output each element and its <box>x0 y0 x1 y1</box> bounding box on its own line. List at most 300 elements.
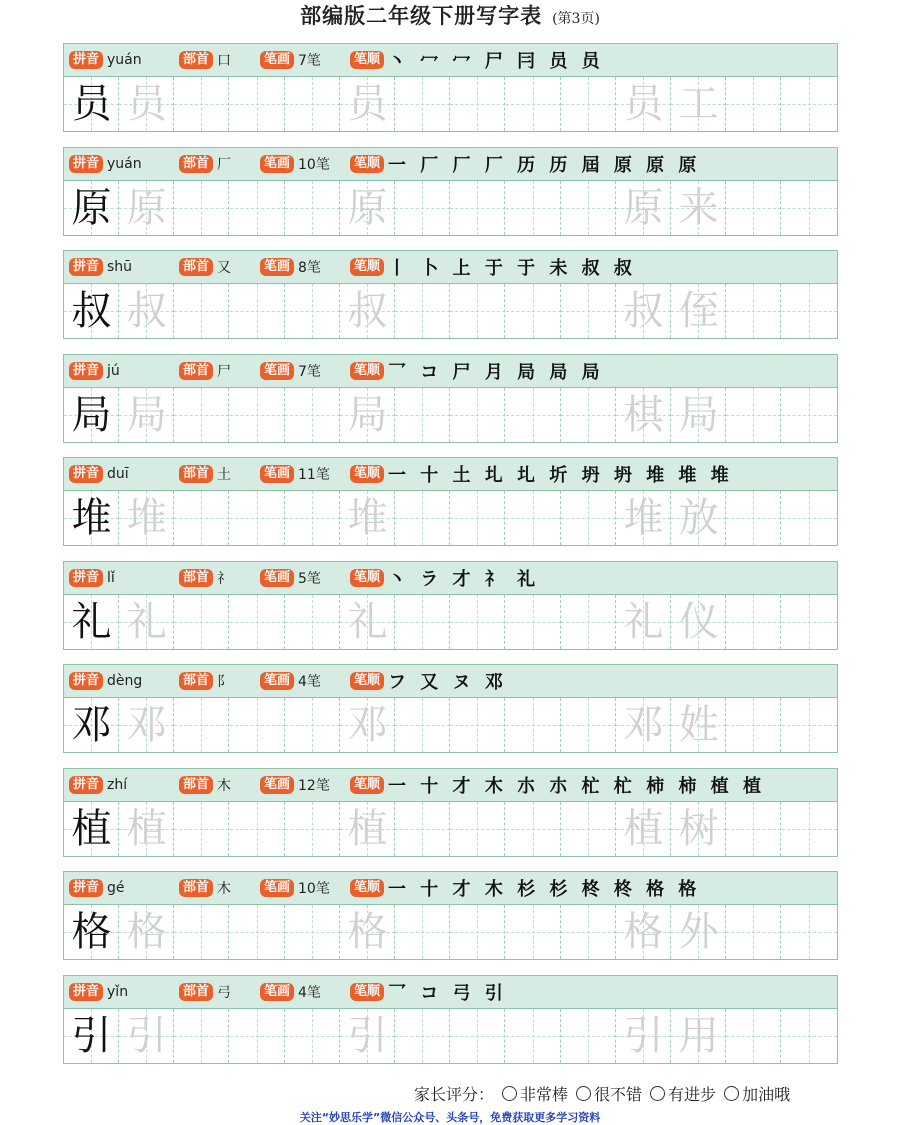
writing-cell[interactable] <box>119 77 174 131</box>
radical-badge: 部首 <box>179 465 213 483</box>
rating-option-4[interactable]: 加油哦 <box>724 1082 790 1105</box>
model-character: 叔 <box>71 288 112 334</box>
writing-cell[interactable] <box>782 905 837 959</box>
radical-field <box>179 251 231 283</box>
stroke-order-field <box>350 665 507 697</box>
writing-cell[interactable] <box>285 77 340 131</box>
radical-field <box>179 976 231 1008</box>
cell-guide-line <box>450 829 505 830</box>
writing-cell[interactable] <box>230 181 285 235</box>
trace-word-character: 树 <box>678 806 719 852</box>
radical-field <box>179 665 231 697</box>
writing-cell[interactable] <box>285 284 340 338</box>
writing-cell[interactable] <box>64 77 119 131</box>
writing-cell[interactable] <box>726 181 781 235</box>
writing-cell[interactable] <box>119 698 174 752</box>
writing-cell[interactable] <box>395 491 450 545</box>
stroke-count-field <box>260 251 321 283</box>
writing-cell[interactable] <box>506 181 561 235</box>
stroke-count-field <box>260 872 330 904</box>
cell-guide-line <box>285 932 340 933</box>
writing-cell[interactable] <box>64 905 119 959</box>
writing-cell[interactable] <box>395 802 450 856</box>
writing-cell[interactable] <box>506 802 561 856</box>
writing-cell[interactable] <box>782 1009 837 1063</box>
trace-word-character: 仪 <box>678 599 719 645</box>
writing-cell[interactable] <box>506 595 561 649</box>
cell-guide-line <box>395 1036 450 1037</box>
writing-cell[interactable] <box>506 698 561 752</box>
writing-grid <box>63 284 838 339</box>
writing-cell[interactable] <box>726 284 781 338</box>
writing-cell[interactable] <box>285 905 340 959</box>
character-block <box>63 43 838 133</box>
character-block <box>63 147 838 237</box>
stroke-order-field <box>350 562 539 594</box>
pinyin-value: shū <box>107 259 133 275</box>
pinyin-field <box>69 769 127 801</box>
writing-cell[interactable] <box>506 77 561 131</box>
writing-cell[interactable] <box>64 595 119 649</box>
writing-cell[interactable] <box>726 698 781 752</box>
writing-cell[interactable] <box>561 491 616 545</box>
pinyin-badge: 拼音 <box>69 465 103 483</box>
writing-cell[interactable] <box>340 181 395 235</box>
writing-cell[interactable] <box>782 388 837 442</box>
writing-cell[interactable] <box>450 905 505 959</box>
writing-cell[interactable] <box>285 698 340 752</box>
trace-word-character: 堆 <box>623 495 664 541</box>
character-block <box>63 871 838 961</box>
stroke-count-badge: 笔画 <box>260 155 294 173</box>
writing-cell[interactable] <box>561 77 616 131</box>
writing-cell[interactable] <box>561 905 616 959</box>
cell-guide-line <box>395 311 450 312</box>
writing-cell[interactable] <box>616 905 671 959</box>
writing-cell[interactable] <box>671 181 726 235</box>
writing-cell[interactable] <box>174 595 229 649</box>
cell-guide-line <box>450 104 505 105</box>
cell-guide-line <box>726 829 781 830</box>
trace-character: 邓 <box>347 702 388 748</box>
writing-cell[interactable] <box>726 802 781 856</box>
trace-character: 格 <box>126 909 167 955</box>
writing-cell[interactable] <box>726 905 781 959</box>
cell-guide-line <box>395 829 450 830</box>
radical-field <box>179 44 231 76</box>
stroke-count-value: 8笔 <box>298 260 321 276</box>
writing-cell[interactable] <box>616 491 671 545</box>
page-title-bar <box>0 0 900 28</box>
writing-cell[interactable] <box>782 595 837 649</box>
writing-cell[interactable] <box>230 698 285 752</box>
writing-cell[interactable] <box>671 595 726 649</box>
pinyin-value: jú <box>107 363 120 379</box>
trace-word-character: 引 <box>623 1013 664 1059</box>
trace-word-character: 格 <box>623 909 664 955</box>
radical-field <box>179 458 231 490</box>
cell-guide-line <box>395 622 450 623</box>
pinyin-field <box>69 562 115 594</box>
writing-cell[interactable] <box>174 905 229 959</box>
trace-word-character: 放 <box>678 495 719 541</box>
writing-cell[interactable] <box>340 77 395 131</box>
writing-cell[interactable] <box>230 491 285 545</box>
writing-cell[interactable] <box>340 284 395 338</box>
writing-cell[interactable] <box>340 491 395 545</box>
cell-guide-line <box>506 518 561 519</box>
writing-cell[interactable] <box>230 905 285 959</box>
cell-guide-line <box>450 208 505 209</box>
cell-guide-line <box>395 415 450 416</box>
radical-value: 口 <box>217 53 232 69</box>
cell-guide-line <box>561 622 616 623</box>
writing-cell[interactable] <box>64 1009 119 1063</box>
writing-cell[interactable] <box>174 1009 229 1063</box>
writing-cell[interactable] <box>174 698 229 752</box>
stroke-order-badge: 笔顺 <box>350 672 384 690</box>
stroke-order-value: 乛 コ 尸 月 局 局 局 <box>388 362 604 383</box>
writing-cell[interactable] <box>230 388 285 442</box>
trace-character: 员 <box>347 81 388 127</box>
writing-cell[interactable] <box>285 491 340 545</box>
cell-guide-line <box>561 415 616 416</box>
stroke-order-field <box>350 148 700 180</box>
cell-guide-line <box>782 415 837 416</box>
radical-badge: 部首 <box>179 155 213 173</box>
stroke-count-value: 5笔 <box>298 571 321 587</box>
writing-cell[interactable] <box>119 491 174 545</box>
writing-cell[interactable] <box>782 77 837 131</box>
writing-cell[interactable] <box>395 284 450 338</box>
trace-character: 叔 <box>347 288 388 334</box>
cell-guide-line <box>174 415 229 416</box>
stroke-count-badge: 笔画 <box>260 465 294 483</box>
writing-cell[interactable] <box>450 491 505 545</box>
cell-guide-line <box>506 932 561 933</box>
writing-cell[interactable] <box>450 595 505 649</box>
writing-cell[interactable] <box>174 284 229 338</box>
writing-cell[interactable] <box>395 595 450 649</box>
stroke-count-field <box>260 976 321 1008</box>
writing-cell[interactable] <box>395 698 450 752</box>
writing-cell[interactable] <box>395 388 450 442</box>
parent-rating <box>414 1078 790 1108</box>
writing-cell[interactable] <box>340 595 395 649</box>
writing-cell[interactable] <box>340 1009 395 1063</box>
cell-guide-line <box>561 725 616 726</box>
writing-grid <box>63 77 838 132</box>
stroke-order-field <box>350 355 604 387</box>
writing-cell[interactable] <box>506 905 561 959</box>
writing-cell[interactable] <box>561 802 616 856</box>
cell-guide-line <box>230 415 285 416</box>
cell-guide-line <box>782 829 837 830</box>
cell-guide-line <box>230 622 285 623</box>
writing-cell[interactable] <box>450 284 505 338</box>
writing-cell[interactable] <box>174 77 229 131</box>
writing-grid <box>63 181 838 236</box>
writing-cell[interactable] <box>230 595 285 649</box>
writing-cell[interactable] <box>726 77 781 131</box>
cell-guide-line <box>782 622 837 623</box>
stroke-order-field <box>350 44 604 76</box>
writing-cell[interactable] <box>64 284 119 338</box>
writing-cell[interactable] <box>561 698 616 752</box>
writing-cell[interactable] <box>506 491 561 545</box>
character-info-bar <box>63 664 838 698</box>
trace-character: 礼 <box>347 599 388 645</box>
trace-character: 植 <box>347 806 388 852</box>
cell-guide-line <box>395 518 450 519</box>
writing-cell[interactable] <box>671 284 726 338</box>
writing-cell[interactable] <box>174 491 229 545</box>
cell-guide-line <box>450 622 505 623</box>
writing-cell[interactable] <box>561 284 616 338</box>
stroke-count-field <box>260 44 321 76</box>
writing-cell[interactable] <box>230 77 285 131</box>
cell-guide-line <box>561 932 616 933</box>
writing-cell[interactable] <box>561 595 616 649</box>
radical-badge: 部首 <box>179 879 213 897</box>
writing-cell[interactable] <box>561 388 616 442</box>
cell-guide-line <box>726 622 781 623</box>
character-info-bar <box>63 871 838 905</box>
writing-cell[interactable] <box>64 388 119 442</box>
cell-guide-line <box>285 104 340 105</box>
cell-guide-line <box>782 1036 837 1037</box>
stroke-order-badge: 笔顺 <box>350 983 384 1001</box>
writing-cell[interactable] <box>616 181 671 235</box>
pinyin-field <box>69 976 128 1008</box>
radical-badge: 部首 <box>179 672 213 690</box>
writing-cell[interactable] <box>450 698 505 752</box>
writing-cell[interactable] <box>395 77 450 131</box>
writing-cell[interactable] <box>616 388 671 442</box>
rating-option-3[interactable]: 有进步 <box>650 1082 716 1105</box>
pinyin-value: yuán <box>107 52 142 68</box>
writing-grid <box>63 388 838 443</box>
writing-cell[interactable] <box>450 181 505 235</box>
radio-circle-icon[interactable] <box>502 1086 517 1101</box>
writing-cell[interactable] <box>119 181 174 235</box>
pinyin-badge: 拼音 <box>69 672 103 690</box>
writing-cell[interactable] <box>506 388 561 442</box>
writing-cell[interactable] <box>616 77 671 131</box>
rating-option-2[interactable]: 很不错 <box>576 1082 642 1105</box>
writing-cell[interactable] <box>340 802 395 856</box>
writing-cell[interactable] <box>561 1009 616 1063</box>
trace-word-character: 外 <box>678 909 719 955</box>
stroke-count-badge: 笔画 <box>260 776 294 794</box>
cell-guide-line <box>174 311 229 312</box>
writing-cell[interactable] <box>395 1009 450 1063</box>
rating-option-1[interactable]: 非常棒 <box>502 1082 568 1105</box>
cell-guide-line <box>285 829 340 830</box>
writing-cell[interactable] <box>671 77 726 131</box>
trace-word-character: 工 <box>678 81 719 127</box>
writing-cell[interactable] <box>671 491 726 545</box>
writing-cell[interactable] <box>285 181 340 235</box>
writing-cell[interactable] <box>119 1009 174 1063</box>
cell-guide-line <box>230 311 285 312</box>
trace-word-character: 局 <box>678 392 719 438</box>
writing-cell[interactable] <box>230 1009 285 1063</box>
stroke-order-value: 丨 卜 上 于 于 未 叔 叔 <box>388 258 636 279</box>
cell-guide-line <box>174 622 229 623</box>
writing-cell[interactable] <box>782 181 837 235</box>
writing-cell[interactable] <box>174 388 229 442</box>
writing-cell[interactable] <box>119 905 174 959</box>
rating-label: 家长评分： <box>414 1084 495 1104</box>
stroke-order-badge: 笔顺 <box>350 258 384 276</box>
writing-cell[interactable] <box>616 284 671 338</box>
writing-cell[interactable] <box>119 284 174 338</box>
trace-word-character: 原 <box>623 185 664 231</box>
trace-character: 邓 <box>126 702 167 748</box>
model-character: 原 <box>71 185 112 231</box>
stroke-order-badge: 笔顺 <box>350 51 384 69</box>
writing-cell[interactable] <box>782 284 837 338</box>
writing-cell[interactable] <box>726 595 781 649</box>
stroke-count-value: 12笔 <box>298 778 330 794</box>
cell-guide-line <box>782 518 837 519</box>
pinyin-value: gé <box>107 880 125 896</box>
writing-cell[interactable] <box>340 698 395 752</box>
cell-guide-line <box>782 311 837 312</box>
stroke-count-value: 7笔 <box>298 53 321 69</box>
model-character: 引 <box>71 1013 112 1059</box>
character-block <box>63 768 838 858</box>
writing-cell[interactable] <box>616 802 671 856</box>
trace-character: 局 <box>126 392 167 438</box>
cell-guide-line <box>506 415 561 416</box>
writing-cell[interactable] <box>119 802 174 856</box>
writing-cell[interactable] <box>782 802 837 856</box>
stroke-order-value: 一 十 土 圠 圠 圻 坍 坍 堆 堆 堆 <box>388 465 733 486</box>
cell-guide-line <box>230 208 285 209</box>
writing-cell[interactable] <box>64 181 119 235</box>
writing-cell[interactable] <box>174 181 229 235</box>
writing-cell[interactable] <box>64 491 119 545</box>
writing-cell[interactable] <box>230 802 285 856</box>
footer-note: 关注“妙思乐学”微信公众号、头条号，免费获取更多学习资料 <box>299 1111 601 1124</box>
writing-cell[interactable] <box>671 1009 726 1063</box>
writing-cell[interactable] <box>671 698 726 752</box>
trace-character: 植 <box>126 806 167 852</box>
writing-cell[interactable] <box>726 388 781 442</box>
writing-cell[interactable] <box>671 388 726 442</box>
cell-guide-line <box>230 104 285 105</box>
stroke-count-field <box>260 769 330 801</box>
writing-cell[interactable] <box>671 802 726 856</box>
character-info-bar <box>63 250 838 284</box>
writing-cell[interactable] <box>671 905 726 959</box>
pinyin-badge: 拼音 <box>69 983 103 1001</box>
stroke-order-value: フ 又 ヌ 邓 <box>388 672 507 693</box>
stroke-count-field <box>260 665 321 697</box>
writing-cell[interactable] <box>64 802 119 856</box>
radical-badge: 部首 <box>179 258 213 276</box>
character-info-bar <box>63 561 838 595</box>
trace-character: 堆 <box>126 495 167 541</box>
radical-badge: 部首 <box>179 362 213 380</box>
cell-guide-line <box>285 208 340 209</box>
cell-guide-line <box>230 829 285 830</box>
writing-grid <box>63 491 838 546</box>
radical-field <box>179 355 231 387</box>
writing-cell[interactable] <box>285 1009 340 1063</box>
writing-cell[interactable] <box>285 388 340 442</box>
cell-guide-line <box>285 311 340 312</box>
writing-cell[interactable] <box>506 1009 561 1063</box>
writing-cell[interactable] <box>616 1009 671 1063</box>
radical-value: 阝 <box>217 674 232 690</box>
writing-cell[interactable] <box>230 284 285 338</box>
stroke-order-badge: 笔顺 <box>350 569 384 587</box>
writing-cell[interactable] <box>395 181 450 235</box>
writing-cell[interactable] <box>285 595 340 649</box>
stroke-order-value: 乛 コ 弓 引 <box>388 983 507 1004</box>
stroke-count-field <box>260 562 321 594</box>
stroke-order-value: 一 十 才 木 朩 朩 杧 杧 柿 柿 植 植 <box>388 776 765 797</box>
writing-cell[interactable] <box>616 595 671 649</box>
stroke-count-badge: 笔画 <box>260 569 294 587</box>
writing-cell[interactable] <box>340 388 395 442</box>
radio-circle-icon[interactable] <box>724 1086 739 1101</box>
character-info-bar <box>63 147 838 181</box>
writing-grid <box>63 698 838 753</box>
writing-cell[interactable] <box>395 905 450 959</box>
cell-guide-line <box>782 932 837 933</box>
writing-cell[interactable] <box>782 491 837 545</box>
writing-cell[interactable] <box>174 802 229 856</box>
writing-cell[interactable] <box>450 802 505 856</box>
writing-cell[interactable] <box>450 388 505 442</box>
writing-cell[interactable] <box>561 181 616 235</box>
writing-cell[interactable] <box>726 1009 781 1063</box>
trace-character: 员 <box>126 81 167 127</box>
writing-cell[interactable] <box>119 595 174 649</box>
radical-badge: 部首 <box>179 776 213 794</box>
writing-cell[interactable] <box>119 388 174 442</box>
cell-guide-line <box>506 622 561 623</box>
cell-guide-line <box>395 208 450 209</box>
cell-guide-line <box>450 518 505 519</box>
trace-word-character: 邓 <box>623 702 664 748</box>
page-subtitle: (第3页) <box>552 11 600 27</box>
stroke-order-value: 丶 ラ 才 礻 礼 <box>388 569 540 590</box>
trace-word-character: 叔 <box>623 288 664 334</box>
writing-cell[interactable] <box>340 905 395 959</box>
character-info-bar <box>63 354 838 388</box>
writing-cell[interactable] <box>64 698 119 752</box>
radio-circle-icon[interactable] <box>576 1086 591 1101</box>
writing-cell[interactable] <box>450 1009 505 1063</box>
radical-value: 木 <box>217 881 232 897</box>
stroke-count-field <box>260 458 330 490</box>
writing-cell[interactable] <box>506 284 561 338</box>
writing-cell[interactable] <box>450 77 505 131</box>
pinyin-field <box>69 665 142 697</box>
writing-cell[interactable] <box>616 698 671 752</box>
writing-cell[interactable] <box>285 802 340 856</box>
writing-cell[interactable] <box>782 698 837 752</box>
cell-guide-line <box>561 104 616 105</box>
cell-guide-line <box>450 932 505 933</box>
radio-circle-icon[interactable] <box>650 1086 665 1101</box>
writing-cell[interactable] <box>726 491 781 545</box>
